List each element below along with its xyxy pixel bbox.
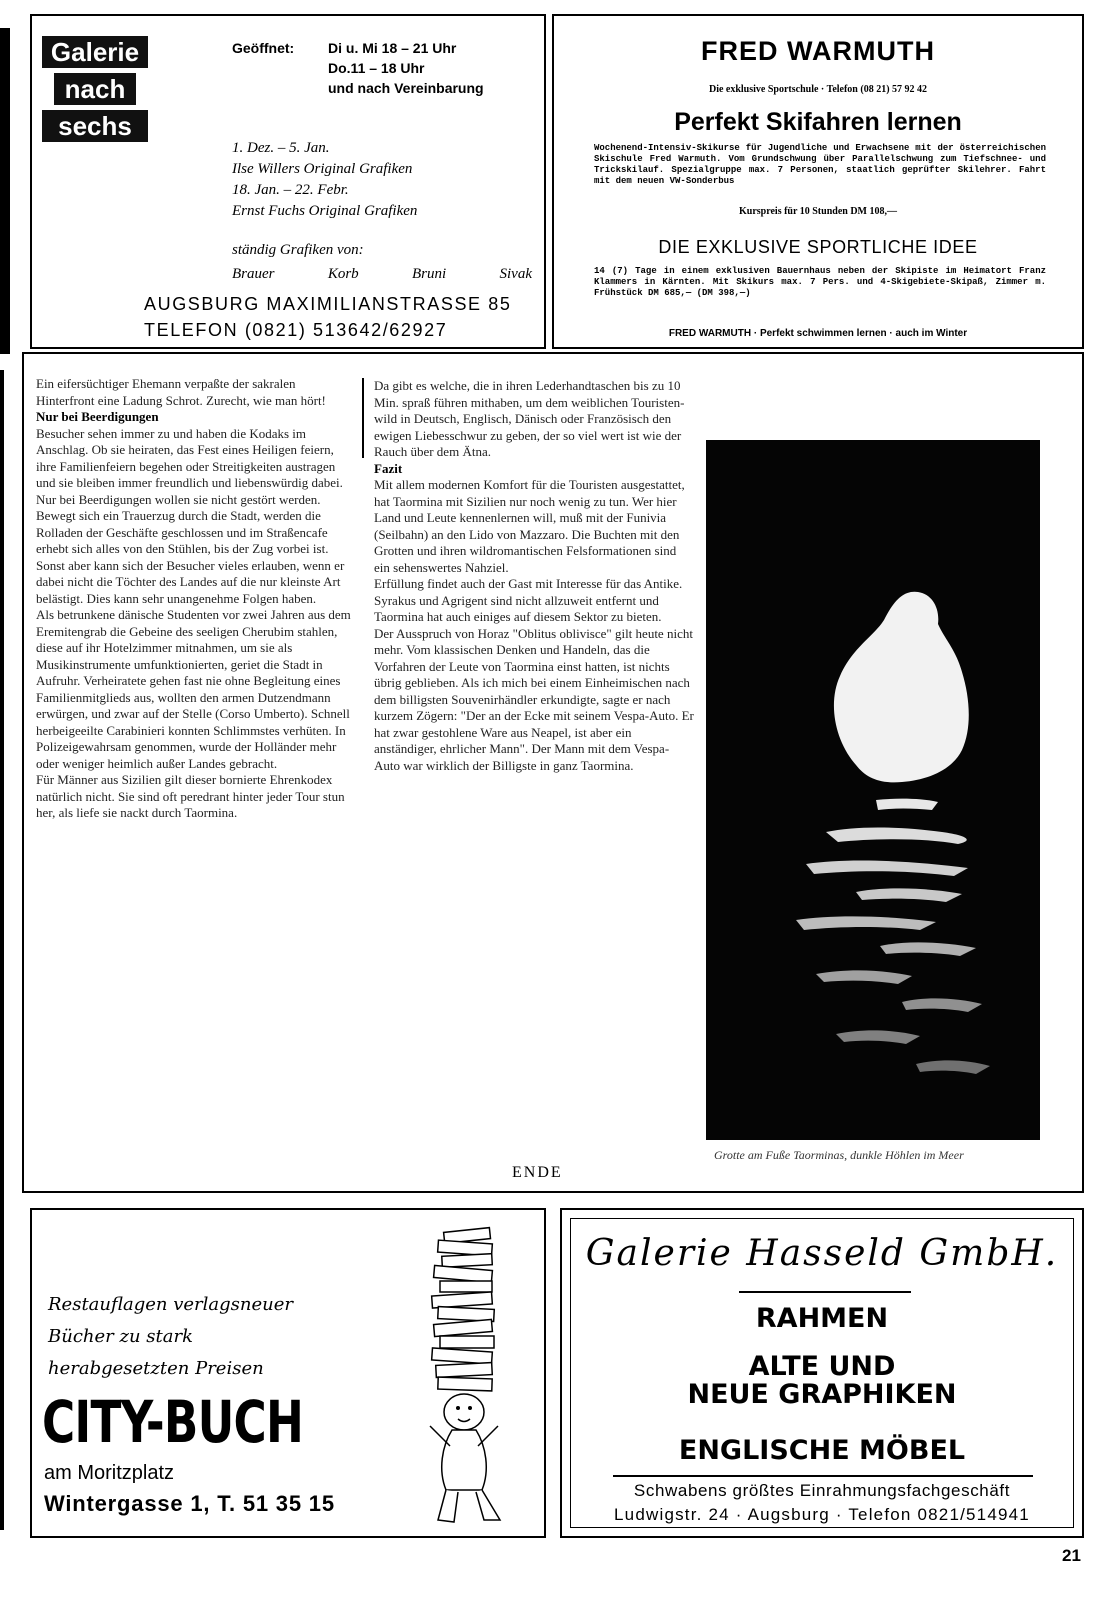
ad-footer: FRED WARMUTH · Perfekt schwimmen lernen · auch im Winter [668, 328, 968, 339]
offer-line: RAHMEN [755, 1303, 889, 1334]
article-paragraph: Erfüllung findet auch der Gast mit Interesse für das Antike. Syrakus und Agrigent sind nicht allzuweit entfernt und Taormina hat auch einiges auf diesem Sektor zu bieten. [374, 576, 683, 624]
ad-galerie-nach-sechs [30, 14, 546, 349]
exhibition-line: Ilse Willers Original Grafiken [232, 161, 413, 177]
exhibition-list [232, 138, 417, 261]
artist-list [232, 266, 532, 283]
left-edge-line [0, 370, 4, 1530]
trip-description: 14 (7) Tage in einem exklusiven Bauernhaus neben der Skipiste im Heimatort Franz Klammers in Kärnten. Mit Skikurs max. 7 Pers. und 4-Skigebiete-Skipaß, Zimmer m. Frühstück DM 685,— (DM 398,—) [594, 266, 1046, 298]
offer-line: NEUE GRAPHIKEN [687, 1379, 957, 1410]
divider [613, 1475, 1033, 1477]
article-column-1 [36, 376, 354, 822]
article-column-2 [374, 378, 694, 774]
article-paragraph: Der Ausspruch von Horaz "Oblitus oblivisce" gilt heute nicht mehr. Vom klassischen Denken und Handeln, das die Vorfahren der Leute von Taormina einst hatten, ist nichts übrig geblieben. Als ich mich bei einem Einheimischen nach dem billigsten Souvenirhändler erkundigte, sagte er nach kurzem Zögern: "Der an der Ecke mit seinem Vespa-Auto. Er hat zwar gestohlene Ware aus Neapel, ist aber ein anständiger, ehrlicher Mann". Der Mann mit dem Vespa-Auto war wirklich der Billigste in ganz Taormina. [374, 625, 694, 773]
article-paragraph: Als betrunkene dänische Studenten vor zwei Jahren aus dem Eremitengrab die Gebeine des seeligen Cherubim stahlen, diese auf ihr Hotelzimmer mitnahmen, um sie als Musikinstrumente umfunktionierten, geriet die Stadt in Aufruhr. Verheiratete gehen fast nie ohne Begleitung eines Familienmitglieds aus, wollten den armen Dutzendmann erwürgen, und zwar auf der Stelle (Corso Umberto). Schnell herbeigeeilte Carabinieri konnten Schlimmstes verhüten. In Polizeigewahrsam genommen, wurde der Holländer mehr oder weniger heimlich außer Landes gebracht. [36, 607, 351, 771]
gallery-address: AUGSBURG MAXIMILIANSTRASSE 85 [144, 294, 512, 314]
script-line: Bücher zu stark [48, 1326, 193, 1347]
script-line: Restauflagen verlagsneuer [48, 1294, 293, 1315]
exhibition-line: 18. Jan. – 22. Febr. [232, 182, 349, 198]
article-section [22, 352, 1084, 1193]
article-paragraph: Besucher sehen immer zu und haben die Kodaks im Anschlag. Ob sie heiraten, das Fest eines Heiligen feiern, ihre Familienfeiern begehen oder Streitigkeiten austragen und sie bleiben immer freundlich und liebenswürdig dabei. Nur bei Beerdigungen wollen sie nicht gestört werden. Bewegt sich ein Trauerzug durch die Stadt, werden die Rolladen der Geschäfte geschlossen und im Straßencafe erhebt sich alles von den Stühlen, bis der Zug vorbei ist. Sonst aber kann sich der Besucher vieles erlauben, wenn er dabei nicht die Töchter des Landes auf die nur kleinste Art belästigt. Dies kann sehr unangenehme Folgen haben. [36, 425, 345, 606]
artist-name: Brauer [232, 266, 275, 282]
gallery-address: Ludwigstr. 24 · Augsburg · Telefon 0821/514941 [614, 1505, 1030, 1524]
ad-subheadline: DIE EXKLUSIVE SPORTLICHE IDEE [658, 237, 978, 257]
course-description: Wochenend-Intensiv-Skikurse für Jugendliche und Erwachsene mit der österreichischen Skischule Fred Warmuth. Vom Grundschwung über Parallelschwung zum Tiefschnee- und Trickskilauf. Spezialgruppe max. 7 Personen, staatlich geprüfter Skilehrer. Fahrt mit dem neuen VW-Sonderbus [594, 143, 1046, 186]
course-price: Kurspreis für 10 Stunden DM 108,— [739, 206, 897, 217]
article-paragraph: Mit allem modernen Komfort für die Touristen ausgestattet, hat Taormina mit Sizilien nur noch wenig zu tun. Wer hier Land und Leute kennenlernen will, muß mit der Funivia (Seilbahn) an den Lido von Mazzaro. Die Buchten mit den Grotten und ihren wildromantischen Felsformationen sind ein sehenswertes Nahziel. [374, 477, 685, 575]
gallery-logo [42, 36, 162, 147]
column-rule [362, 378, 364, 458]
ad-headline: Perfekt Skifahren lernen [674, 108, 962, 136]
gallery-phone: TELEFON (0821) 513642/62927 [144, 320, 448, 340]
exhibition-line: 1. Dez. – 5. Jan. [232, 140, 330, 156]
grotto-photo [706, 440, 1040, 1140]
article-subheading: Nur bei Beerdigungen [36, 409, 159, 424]
photo-caption: Grotte am Fuße Taorminas, dunkle Höhlen im Meer [714, 1148, 964, 1162]
exhibition-line: Ernst Fuchs Original Grafiken [232, 203, 418, 219]
page-number: 21 [1062, 1546, 1081, 1565]
school-name: FRED WARMUTH [701, 36, 935, 66]
left-edge-bar [0, 28, 10, 354]
ad-fred-warmuth [552, 14, 1084, 349]
store-location: am Moritzplatz [44, 1462, 175, 1484]
article-end-mark: ENDE [512, 1164, 563, 1181]
hours-line: Di u. Mi 18 – 21 Uhr [328, 40, 457, 56]
article-paragraph: Für Männer aus Sizilien gilt dieser bornierte Ehrenkodex natürlich nicht. Sie sind oft peredrant hinter jeder Tour stun her, als liefe sie nackt durch Taormina. [36, 772, 345, 820]
artist-name: Sivak [499, 266, 532, 282]
ad-galerie-hasseld [560, 1208, 1084, 1538]
gallery-slogan: Schwabens größtes Einrahmungsfachgeschäft [633, 1481, 1011, 1500]
article-paragraph: Da gibt es welche, die in ihren Lederhandtaschen bis zu 10 Min. spraß führen mithaben, um dem weiblichen Touristen-wild in Deutsch, Englisch, Dänisch oder Französisch den ewigen Liebesschwur zu geben, der so viel wert ist wie der Rauch über dem Ätna. [374, 378, 685, 459]
artist-name: Bruni [412, 266, 447, 282]
book-stack-illustration [402, 1220, 542, 1535]
article-paragraph: Ein eifersüchtiger Ehemann verpaßte der sakralen Hinterfront eine Ladung Schrot. Zurecht, wie man hört! [36, 376, 326, 408]
store-address: Wintergasse 1, T. 51 35 15 [44, 1491, 335, 1516]
standing-label: ständig Grafiken von: [232, 242, 364, 258]
offer-line: ENGLISCHE MÖBEL [678, 1435, 966, 1466]
ad-city-buch [30, 1208, 546, 1538]
logo-word: Galerie [42, 36, 148, 68]
script-line: herabgesetzten Preisen [48, 1358, 264, 1379]
school-subtitle: Die exklusive Sportschule · Telefon (08 21) 57 92 42 [708, 84, 928, 95]
hours-line: und nach Vereinbarung [328, 80, 484, 96]
hours-label: Geöffnet: [232, 40, 295, 56]
logo-word: nach [54, 73, 136, 105]
gallery-script-name: Galerie Hasseld GmbH. [585, 1233, 1059, 1274]
divider [739, 1291, 911, 1293]
artist-name: Korb [327, 266, 359, 282]
offer-line: ALTE UND [748, 1351, 896, 1382]
store-name: CITY-BUCH [42, 1388, 304, 1456]
logo-word: sechs [42, 110, 148, 142]
hours-line: Do.11 – 18 Uhr [328, 60, 425, 76]
article-subheading: Fazit [374, 460, 403, 476]
